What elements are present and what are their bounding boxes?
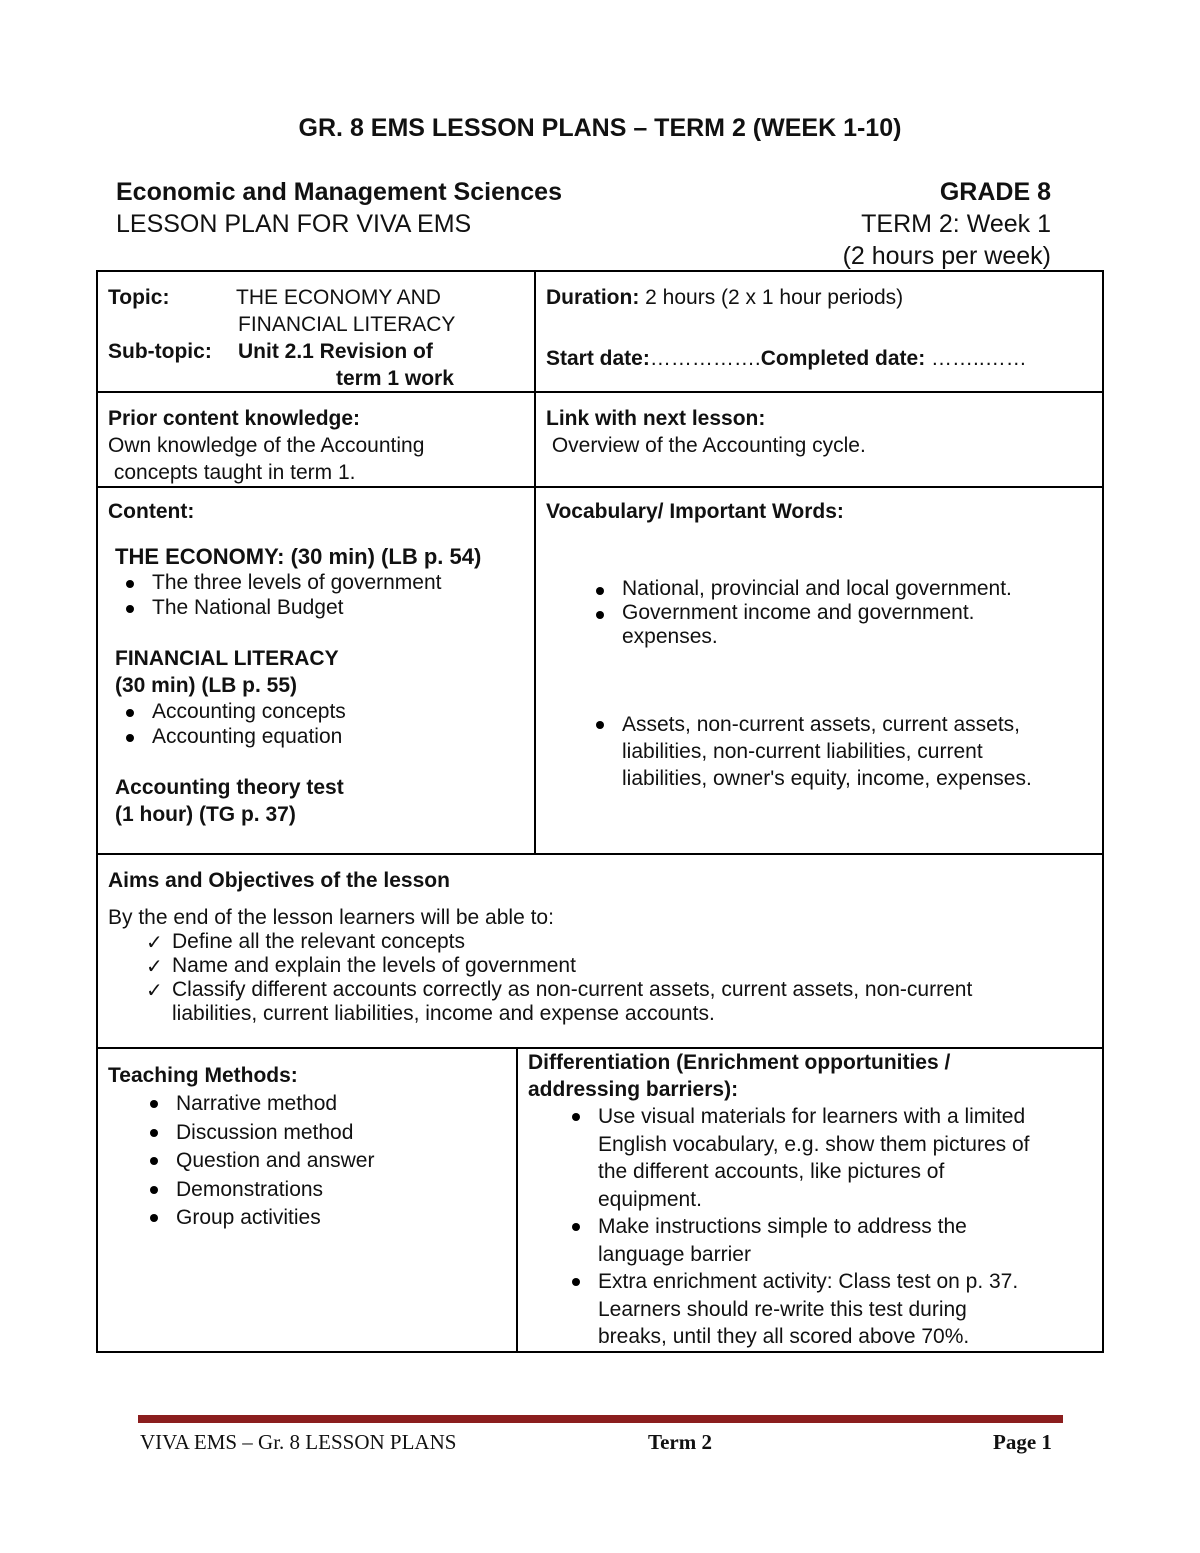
term-week: TERM 2: Week 1 [861, 210, 1051, 238]
hours-per-week: (2 hours per week) [842, 242, 1051, 270]
subtopic-line1: Unit 2.1 Revision of [238, 340, 433, 363]
prior-knowledge-label: Prior content knowledge: [108, 407, 361, 430]
economy-list [118, 570, 528, 620]
check-icon: ✓ [146, 954, 163, 978]
column-divider [516, 1047, 518, 1353]
vocabulary-list-a [588, 577, 1096, 649]
list-item: National, provincial and local government. [588, 577, 1096, 601]
page-number: Page 1 [993, 1430, 1052, 1454]
objective-text: Classify different accounts correctly as non-current assets, current assets, non-current [172, 978, 973, 1001]
list-item: Accounting equation [118, 724, 528, 749]
completed-date-dots: ……..…… [925, 347, 1027, 370]
vocabulary-list-b [588, 711, 1096, 792]
objectives-list [142, 930, 1098, 1026]
theory-test-time: (1 hour) (TG p. 37) [115, 803, 296, 826]
vocab-line: liabilities, owner's equity, income, expenses. [622, 767, 1032, 790]
duration-cell [546, 284, 1096, 372]
list-item [564, 1103, 1098, 1213]
diff-line: Extra enrichment activity: Class test on p. 37. [598, 1270, 1019, 1293]
vocabulary-label: Vocabulary/ Important Words: [546, 500, 844, 523]
diff-line: Make instructions simple to address the [598, 1215, 967, 1238]
plan-name: LESSON PLAN FOR VIVA EMS [116, 210, 472, 238]
subject-name: Economic and Management Sciences [116, 178, 562, 206]
aims-label: Aims and Objectives of the lesson [108, 869, 450, 892]
diff-line: breaks, until they all scored above 70%. [598, 1325, 970, 1348]
link-next-lesson-label: Link with next lesson: [546, 407, 766, 430]
prior-knowledge-cell [108, 405, 528, 486]
check-icon: ✓ [146, 978, 163, 1002]
list-item [588, 711, 1096, 792]
grade-label: GRADE 8 [939, 178, 1051, 206]
list-item: Group activities [142, 1204, 508, 1233]
differentiation-list [564, 1103, 1098, 1351]
aims-cell [108, 867, 1098, 1026]
list-item: Accounting concepts [118, 699, 528, 724]
teaching-methods-cell [108, 1062, 508, 1233]
economy-heading: THE ECONOMY: (30 min) (LB p. 54) [115, 544, 482, 569]
diff-line: the different accounts, like pictures of [598, 1160, 945, 1183]
list-item [564, 1268, 1098, 1351]
row-divider [96, 486, 1104, 488]
list-item: The three levels of government [118, 570, 528, 595]
differentiation-label: Differentiation (Enrichment opportunities / [528, 1051, 951, 1074]
diff-line: equipment. [598, 1187, 702, 1211]
aims-intro: By the end of the lesson learners will be able to: [108, 906, 554, 929]
objective-text-continuation: liabilities, current liabilities, income and expense accounts. [172, 1002, 715, 1025]
subtopic-label: Sub-topic: [108, 340, 212, 363]
diff-line: Learners should re-write this test during [598, 1297, 967, 1321]
content-cell [108, 498, 528, 828]
theory-test-heading: Accounting theory test [115, 776, 344, 799]
teaching-methods-list [142, 1090, 508, 1233]
start-date-dots: ……………. [649, 347, 761, 370]
financial-literacy-time: (30 min) (LB p. 55) [115, 674, 298, 697]
topic-line2: FINANCIAL LITERACY [238, 313, 456, 336]
content-label: Content: [108, 500, 195, 523]
start-date-label: Start date: [546, 347, 650, 370]
list-item: Discussion method [142, 1119, 508, 1148]
prior-knowledge-line1: Own knowledge of the Accounting [108, 434, 425, 457]
teaching-methods-label: Teaching Methods: [108, 1064, 298, 1087]
financial-literacy-heading: FINANCIAL LITERACY [115, 647, 339, 670]
list-item: The National Budget [118, 595, 528, 620]
list-item: Government income and government. [588, 601, 1096, 625]
vocabulary-cell [546, 498, 1096, 792]
footer-left: VIVA EMS – Gr. 8 LESSON PLANS [140, 1430, 457, 1454]
objective-item [142, 954, 1098, 978]
prior-knowledge-line2: concepts taught in term 1. [108, 461, 356, 484]
differentiation-cell [528, 1049, 1098, 1351]
column-divider [534, 270, 536, 855]
topic-line1: THE ECONOMY AND [236, 286, 441, 309]
differentiation-label-cont: addressing barriers): [528, 1078, 739, 1101]
objective-text: Define all the relevant concepts [172, 930, 466, 953]
document-title: GR. 8 EMS LESSON PLANS – TERM 2 (WEEK 1-10) [298, 114, 902, 142]
check-icon: ✓ [146, 930, 163, 954]
list-item: Demonstrations [142, 1176, 508, 1205]
link-next-lesson-text: Overview of the Accounting cycle. [546, 434, 866, 457]
diff-line: language barrier [598, 1242, 751, 1266]
list-item: Narrative method [142, 1090, 508, 1119]
objective-item [142, 930, 1098, 954]
header-right [843, 176, 1051, 272]
footer-rule [138, 1415, 1063, 1423]
header-left [116, 176, 562, 240]
row-divider [96, 853, 1104, 855]
list-item: Question and answer [142, 1147, 508, 1176]
list-item [564, 1213, 1098, 1268]
diff-line: English vocabulary, e.g. show them pictures of [598, 1132, 1030, 1156]
objective-item [142, 978, 1098, 1026]
financial-literacy-list [118, 699, 528, 749]
diff-line: Use visual materials for learners with a limited [598, 1105, 1026, 1128]
subtopic-line2: term 1 work [336, 367, 454, 390]
duration-value: 2 hours (2 x 1 hour periods) [645, 286, 904, 309]
duration-label: Duration: [546, 286, 640, 309]
topic-label: Topic: [108, 286, 170, 309]
list-item-continuation: expenses. [622, 625, 718, 648]
completed-date-label: Completed date: [760, 347, 926, 370]
footer-center: Term 2 [648, 1430, 712, 1454]
objective-text: Name and explain the levels of government [172, 954, 576, 977]
topic-cell [108, 284, 528, 392]
vocab-line: Assets, non-current assets, current assets, [622, 713, 1020, 736]
vocab-line: liabilities, non-current liabilities, current [622, 740, 983, 763]
link-next-lesson-cell [546, 405, 1096, 459]
